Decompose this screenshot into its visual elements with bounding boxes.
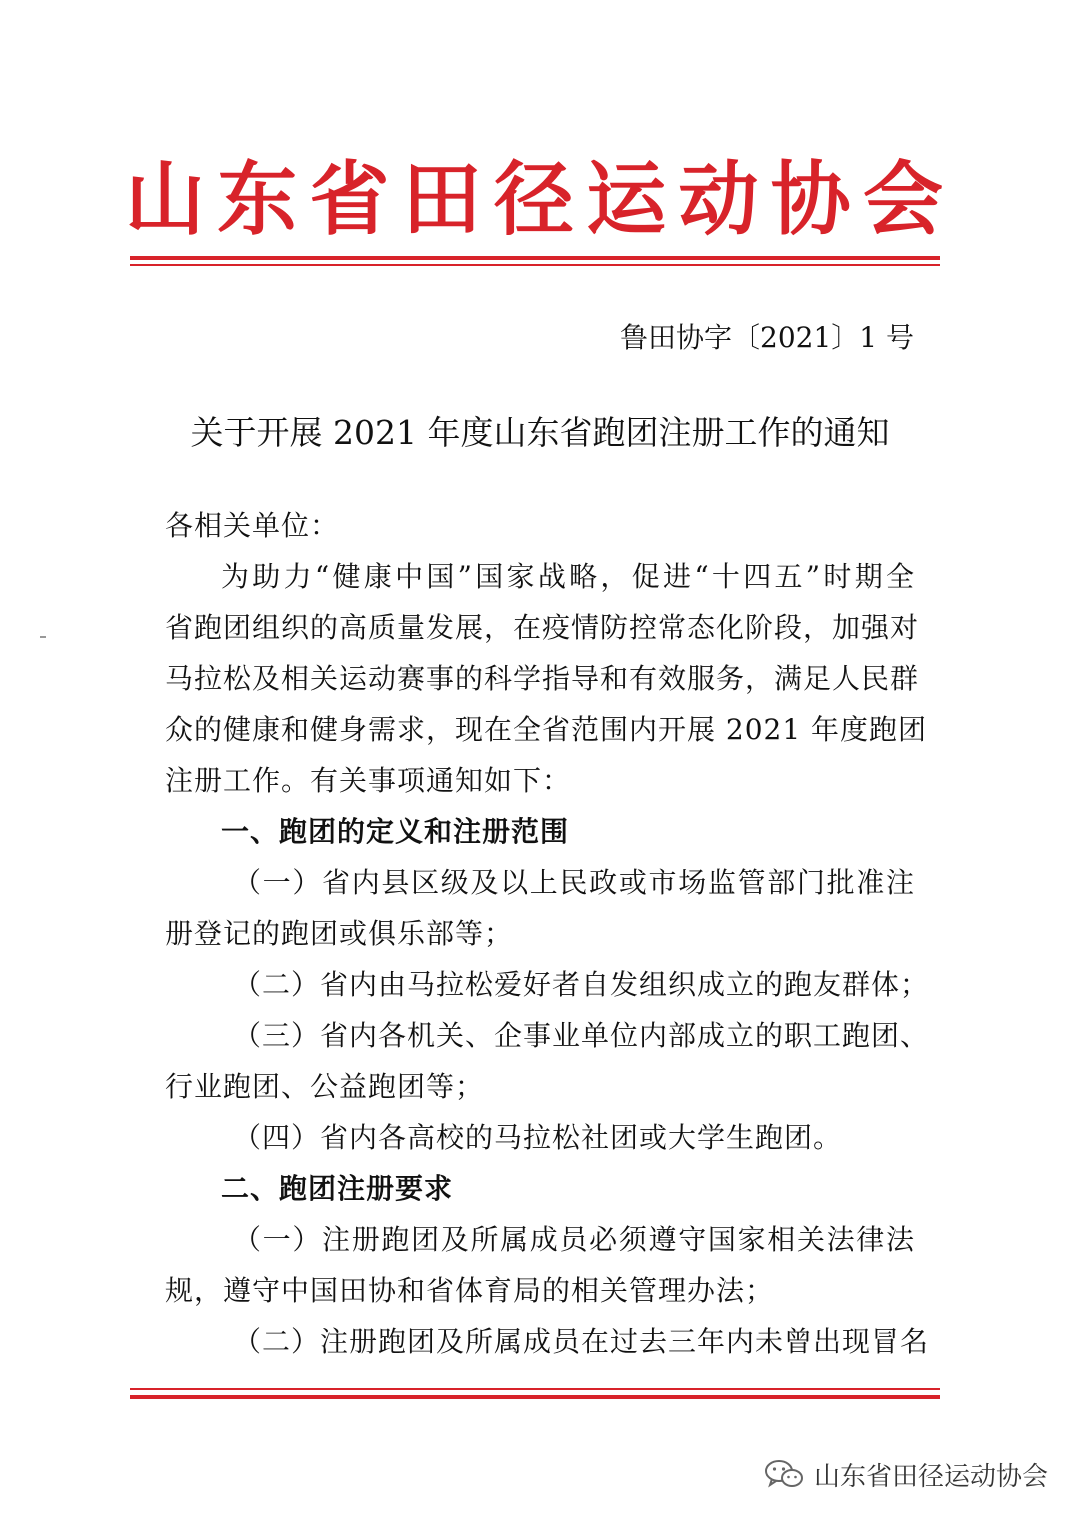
masthead-char: 协	[770, 153, 851, 246]
document-number: 鲁田协字〔2021〕1 号	[620, 321, 914, 354]
list-item-line: （二）注册跑团及所属成员在过去三年内未曾出现冒名	[233, 1325, 930, 1358]
list-item-line: （四）省内各高校的马拉松社团或大学生跑团。	[233, 1121, 843, 1154]
list-item-line: （一）省内县区级及以上民政或市场监管部门批准注	[233, 866, 915, 899]
list-item-line: 册登记的跑团或俱乐部等；	[165, 917, 514, 950]
watermark-text: 山东省田径运动协会	[813, 1461, 1048, 1492]
list-item-line: （二）省内由马拉松爱好者自发组织成立的跑友群体；	[233, 968, 930, 1001]
footer-rule-thin	[130, 1388, 940, 1390]
footer-rule-thick	[130, 1395, 940, 1399]
intro-line: 注册工作。有关事项通知如下：	[165, 764, 572, 797]
masthead-char: 会	[863, 153, 943, 246]
header-rule-thick	[130, 256, 940, 260]
document-title: 关于开展 2021 年度山东省跑团注册工作的通知	[190, 413, 890, 452]
intro-line: 为助力“健康中国”国家战略，促进“十四五”时期全	[221, 560, 915, 593]
list-item-line: 行业跑团、公益跑团等；	[165, 1070, 485, 1103]
section-heading: 一、跑团的定义和注册范围	[221, 815, 570, 848]
intro-line: 省跑团组织的高质量发展，在疫情防控常态化阶段，加强对	[165, 611, 920, 644]
masthead-char: 田	[401, 153, 482, 246]
intro-line: 马拉松及相关运动赛事的科学指导和有效服务，满足人民群	[165, 662, 920, 695]
scan-mark	[40, 636, 46, 638]
document-body	[165, 500, 930, 1367]
intro-line: 众的健康和健身需求，现在全省范围内开展 2021 年度跑团	[165, 713, 928, 746]
masthead-char: 运	[586, 153, 667, 246]
masthead-char: 径	[494, 153, 574, 246]
masthead-char: 省	[309, 153, 390, 246]
masthead-char: 东	[217, 153, 298, 246]
section-heading: 二、跑团注册要求	[221, 1172, 454, 1205]
list-item-line: （一）注册跑团及所属成员必须遵守国家相关法律法	[233, 1223, 915, 1256]
salutation: 各相关单位：	[165, 509, 340, 542]
list-item-line: 规，遵守中国田协和省体育局的相关管理办法；	[165, 1274, 775, 1307]
masthead-char: 动	[678, 153, 759, 246]
wechat-watermark	[764, 1452, 1048, 1496]
masthead-char: 山	[125, 153, 205, 246]
list-item-line: （三）省内各机关、企事业单位内部成立的职工跑团、	[233, 1019, 930, 1052]
header-rule-thin	[130, 264, 940, 266]
wechat-icon	[764, 1458, 804, 1490]
masthead-title	[125, 150, 943, 250]
